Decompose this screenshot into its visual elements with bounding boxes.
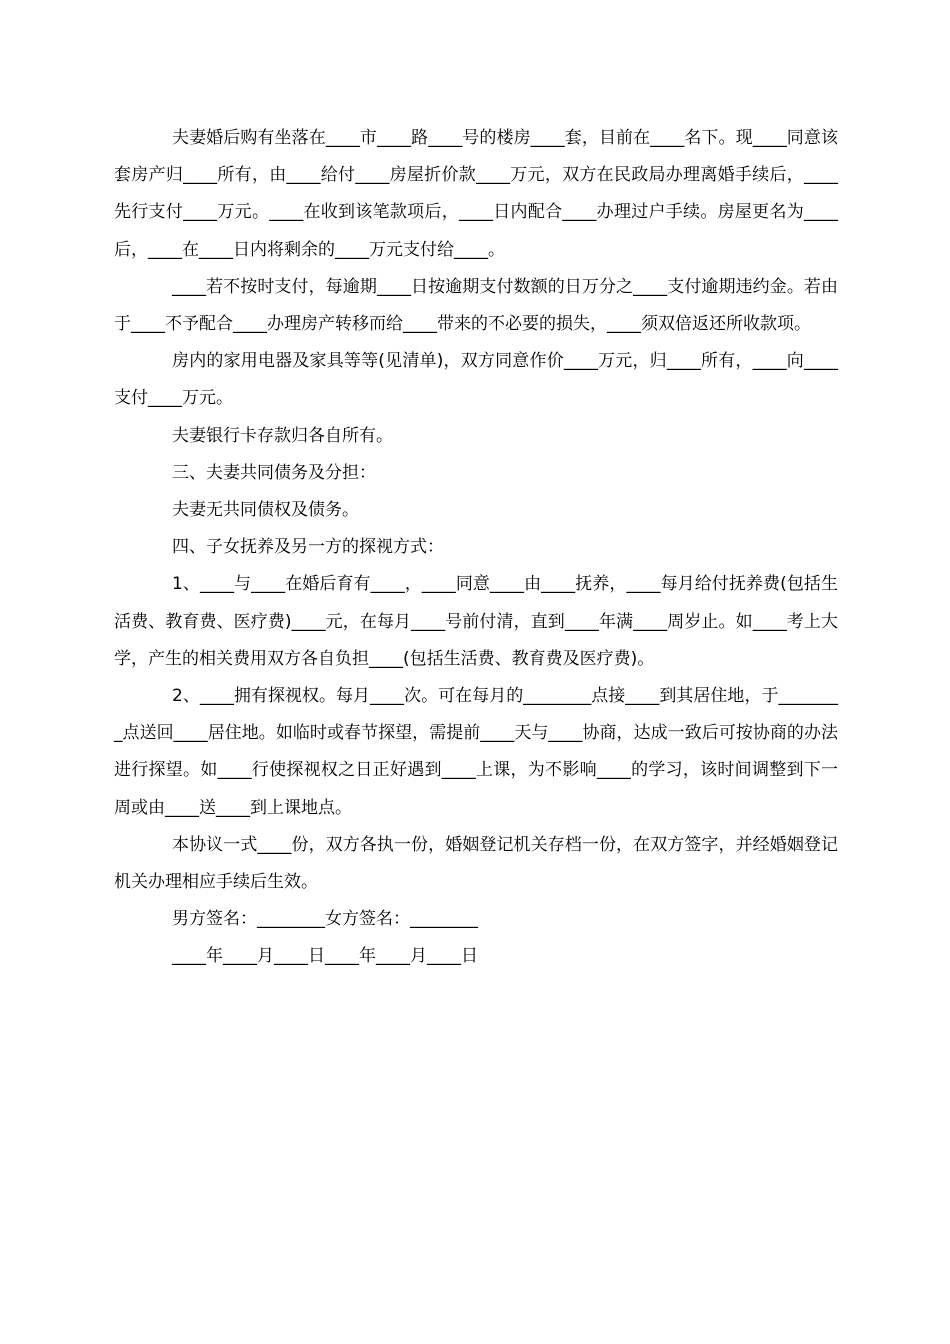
paragraph-no-debts: 夫妻无共同债权及债务。 bbox=[172, 500, 359, 521]
date-line: ____年____月____日____年____月____日 bbox=[172, 946, 478, 967]
heading-child-custody: 四、子女抚养及另一方的探视方式： bbox=[172, 537, 444, 558]
heading-joint-debts: 三、夫妻共同债务及分担： bbox=[172, 462, 376, 483]
signature-line: 男方签名：________女方签名：________ bbox=[172, 909, 478, 930]
paragraph-agreement-copies: 本协议一式____份，双方各执一份，婚姻登记机关存档一份，在双方签字，并经婚姻登记机关办理相应手续后生效。 bbox=[114, 834, 838, 893]
paragraph-appliances: 房内的家用电器及家具等等(见清单)，双方同意作价____万元，归____所有，____向____支付____万元。 bbox=[114, 351, 838, 409]
paragraph-visitation: 2、____拥有探视权。每月____次。可在每月的________点接____到其居住地，于________点送回____居住地。如临时或春节探望，需提前____天与____协商，达成一致后可按协商的办法进行探望。如____行使探视权之日正好遇到____上课，为不影响____的学习，该时间调整到下一周或由____送____到上课地点。 bbox=[114, 686, 838, 818]
paragraph-child-support: 1、____与____在婚后育有____，____同意____由____抚养，____每月给付抚养费(包括生活费、教育费、医疗费)____元，在每月____号前付清，直到____年满____周岁止。如____考上大学，产生的相关费用双方各自负担____(包括生活费、教育费及医疗费)。 bbox=[114, 574, 838, 669]
paragraph-bank-deposits: 夫妻银行卡存款归各自所有。 bbox=[172, 425, 393, 446]
paragraph-property-house: 夫妻婚后购有坐落在____市____路____号的楼房____套，目前在____名下。现____同意该套房产归____所有，由____给付____房屋折价款____万元，双方在民政局办理离婚手续后，____先行支付____万元。____在收到该笔款项后，____日内配合____办理过户手续。房屋更名为____后，____在____日内将剩余的____万元支付给____。 bbox=[114, 128, 838, 260]
paragraph-late-payment: ____若不按时支付，每逾期____日按逾期支付数额的日万分之____支付逾期违约金。若由于____不予配合____办理房产转移而给____带来的不必要的损失，____须双倍返还所收款项。 bbox=[114, 276, 838, 335]
